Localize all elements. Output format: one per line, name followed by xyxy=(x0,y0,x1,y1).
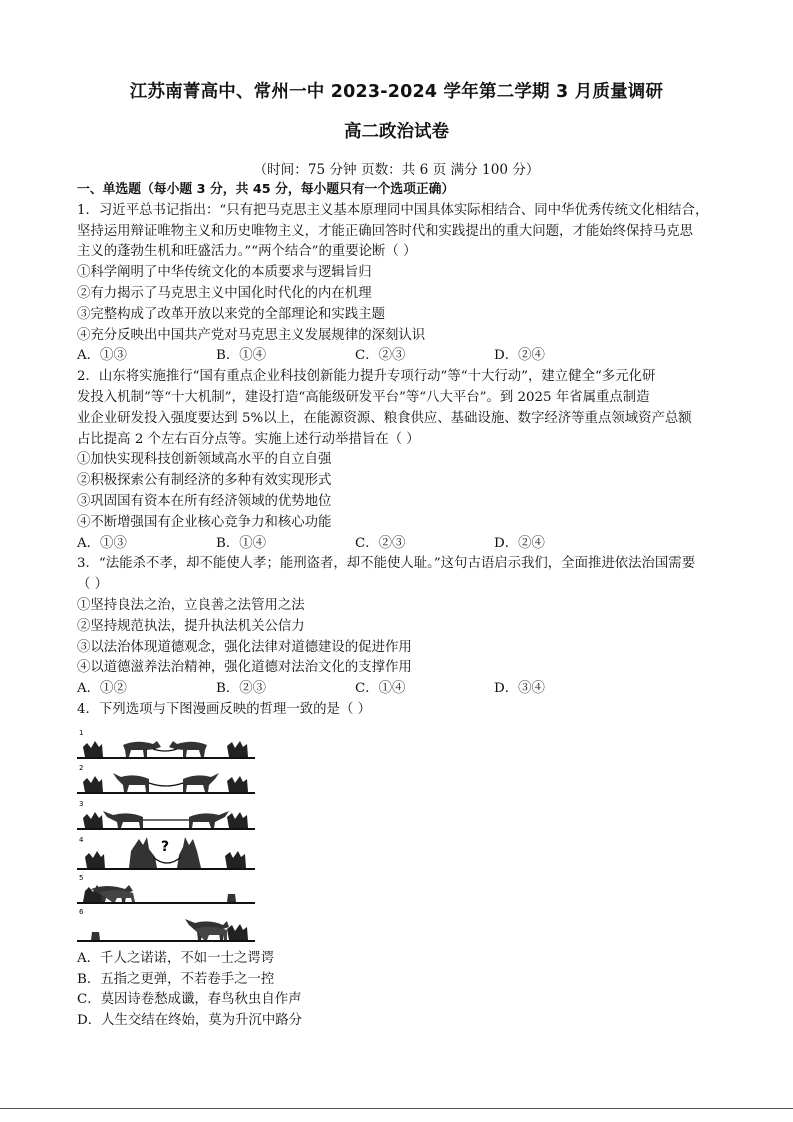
panel-number: 2 xyxy=(79,763,84,772)
cartoon-panel-2 xyxy=(77,764,255,793)
statement-item: ③以法治体现道德观念，强化法律对道德建设的促进作用 xyxy=(77,639,412,655)
answer-options xyxy=(77,346,719,367)
question-stem-line: 3．“法能杀不孝，却不能使人孝；能刑盗者，却不能使人耻。”这句古语启示我们，全面推进依法治国需要 xyxy=(77,556,696,572)
question-stem-line: 发投入机制”等“十大机制”，建设打造“高能级研发平台”等“八大平台”。到 2025 年省属重点制造 xyxy=(77,389,650,405)
cartoon-panel-5 xyxy=(77,874,255,903)
option-a: A．①② xyxy=(77,681,127,697)
option-a: A．①③ xyxy=(77,348,127,364)
exam-subtitle: 高二政治试卷 xyxy=(344,122,449,142)
cartoon-figure xyxy=(77,727,255,945)
option-d: D．②④ xyxy=(494,348,545,364)
exam-body xyxy=(77,180,719,1032)
question-3 xyxy=(77,554,719,700)
statement-item: ③完整构成了改革开放以来党的全部理论和实践主题 xyxy=(77,306,385,322)
answer-options xyxy=(77,679,719,700)
question-stem-line: 4．下列选项与下图漫画反映的哲理一致的是（ ） xyxy=(77,701,371,717)
question-stem-line: 主义的蓬勃生机和旺盛活力。”“两个结合”的重要论断（ ） xyxy=(77,244,417,260)
statement-item: ②有力揭示了马克思主义中国化时代化的内在机理 xyxy=(77,285,372,301)
panel-number: 4 xyxy=(79,835,84,844)
cartoon-panel-6 xyxy=(77,908,255,941)
answer-option-b: B．五指之更弹，不若卷手之一控 xyxy=(77,971,275,987)
statement-item: ①加快实现科技创新领域高水平的自立自强 xyxy=(77,452,332,468)
question-stem-line: 业企业研发投入强度要达到 5%以上，在能源资源、粮食供应、基础设施、数字经济等重点领域资产总额 xyxy=(77,410,692,426)
statement-item: ④以道德滋养法治精神，强化道德对法治文化的支撑作用 xyxy=(77,660,412,676)
cartoon-panel-1 xyxy=(77,729,255,758)
option-c: C．①④ xyxy=(355,681,406,697)
option-d: D．②④ xyxy=(494,535,545,551)
cartoon-panel-4 xyxy=(77,836,255,869)
question-1 xyxy=(77,201,719,367)
option-a: A．①③ xyxy=(77,535,127,551)
statement-item: ④充分反映出中国共产党对马克思主义发展规律的深刻认识 xyxy=(77,327,426,343)
question-stem-line: 占比提高 2 个左右百分点等。实施上述行动举措旨在（ ） xyxy=(77,431,420,447)
answer-options xyxy=(77,534,719,555)
answer-option-d: D．人生交结在终始，莫为升沉中路分 xyxy=(77,1013,302,1029)
question-mark: ? xyxy=(161,838,170,855)
panel-number: 5 xyxy=(79,873,84,882)
question-stem-line: 2．山东将实施推行“国有重点企业科技创新能力提升专项行动”等“十大行动”，建立健全“多元化研 xyxy=(77,369,656,385)
exam-meta: （时间：75 分钟 页数：共 6 页 满分 100 分） xyxy=(253,162,540,178)
question-stem-line: 坚持运用辩证唯物主义和历史唯物主义，才能正确回答时代和实践提出的重大问题，才能始终保持马克思 xyxy=(77,223,693,239)
option-c: C．②③ xyxy=(355,348,406,364)
question-stem-line: （ ） xyxy=(77,577,109,593)
option-b: B．②③ xyxy=(216,681,267,697)
option-b: B．①④ xyxy=(216,535,267,551)
option-b: B．①④ xyxy=(216,348,267,364)
question-4 xyxy=(77,700,719,1032)
panel-number: 3 xyxy=(79,799,84,808)
statement-item: ①坚持良法之治，立良善之法管用之法 xyxy=(77,597,305,613)
panel-number: 1 xyxy=(79,728,84,737)
statement-item: ②坚持规范执法，提升执法机关公信力 xyxy=(77,618,305,634)
question-2 xyxy=(77,367,719,554)
statement-item: ③巩固国有资本在所有经济领域的优势地位 xyxy=(77,493,332,509)
cartoon-panel-3 xyxy=(77,800,255,829)
cartoon-donkeys-image xyxy=(77,727,255,945)
answer-option-a: A．千人之诺诺，不如一士之谔谔 xyxy=(77,950,275,966)
panel-number: 6 xyxy=(79,907,84,916)
answer-option-c: C．莫因诗卷愁成谶，春鸟秋虫自作声 xyxy=(77,992,302,1008)
section-heading: 一、单选题（每小题 3 分，共 45 分，每小题只有一个选项正确） xyxy=(77,182,455,197)
statement-item: ④不断增强国有企业核心竞争力和核心功能 xyxy=(77,514,332,530)
statement-item: ①科学阐明了中华传统文化的本质要求与逻辑旨归 xyxy=(77,265,372,281)
question-stem-line: 1．习近平总书记指出：“只有把马克思主义基本原理同中国具体实际相结合、同中华优秀传统文化相结合， xyxy=(77,202,709,218)
option-c: C．②③ xyxy=(355,535,406,551)
statement-item: ②积极探索公有制经济的多种有效实现形式 xyxy=(77,473,332,489)
exam-title: 江苏南菁高中、常州一中 2023-2024 学年第二学期 3 月质量调研 xyxy=(129,82,664,102)
page-bottom-rule xyxy=(0,1108,793,1109)
option-d: D．③④ xyxy=(494,681,545,697)
